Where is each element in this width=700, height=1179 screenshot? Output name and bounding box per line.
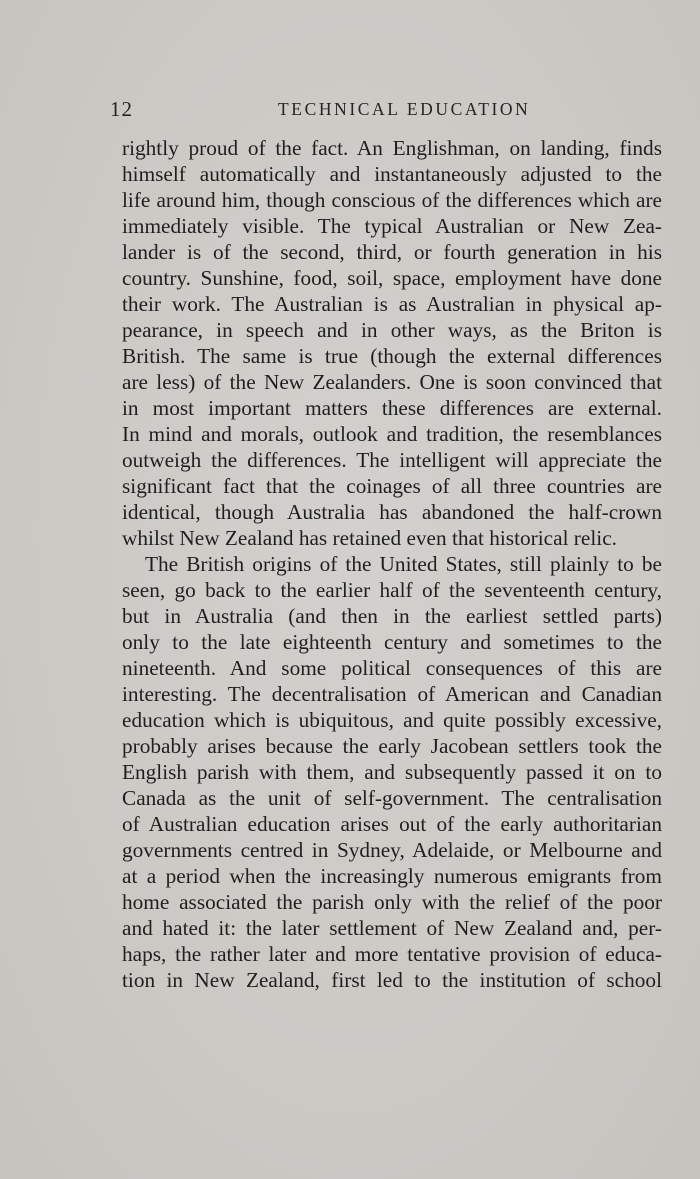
text-line: significant fact that the coinages of all three countries are bbox=[122, 474, 662, 498]
text-line: probably arises because the early Jacobean settlers took the bbox=[122, 734, 662, 758]
text-line: English parish with them, and subsequently passed it on to bbox=[122, 760, 662, 784]
text-line: outweigh the differences. The intelligent will appreciate the bbox=[122, 448, 662, 472]
text-line: rightly proud of the fact. An Englishman, on landing, finds bbox=[122, 136, 662, 160]
text-line: himself automatically and instantaneously adjusted to the bbox=[122, 162, 662, 186]
text-line: but in Australia (and then in the earliest settled parts) bbox=[122, 604, 662, 628]
text-line: In mind and morals, outlook and tradition, the resemblances bbox=[122, 422, 662, 446]
text-line: of Australian education arises out of the early authoritarian bbox=[122, 812, 662, 836]
text-line: governments centred in Sydney, Adelaide, or Melbourne and bbox=[122, 838, 662, 862]
text-line: identical, though Australia has abandoned the half-crown bbox=[122, 500, 662, 524]
text-line: lander is of the second, third, or fourth generation in his bbox=[122, 240, 662, 264]
text-line: their work. The Australian is as Australian in physical ap- bbox=[122, 292, 662, 316]
running-head: TECHNICAL EDUCATION bbox=[278, 99, 531, 119]
text-line: tion in New Zealand, first led to the institution of school bbox=[122, 968, 662, 992]
text-line: nineteenth. And some political consequences of this are bbox=[122, 656, 662, 680]
text-line: life around him, though conscious of the differences which are bbox=[122, 188, 662, 212]
text-line: whilst New Zealand has retained even that historical relic. bbox=[122, 526, 617, 550]
text-line: The British origins of the United States, still plainly to be bbox=[145, 552, 662, 576]
text-line: immediately visible. The typical Australian or New Zea- bbox=[122, 214, 662, 238]
text-line: home associated the parish only with the relief of the poor bbox=[122, 890, 662, 914]
text-line: education which is ubiquitous, and quite possibly excessive, bbox=[122, 708, 662, 732]
text-line: seen, go back to the earlier half of the seventeenth century, bbox=[122, 578, 662, 602]
body-text bbox=[122, 135, 662, 993]
text-line: interesting. The decentralisation of American and Canadian bbox=[122, 682, 662, 706]
paragraph-1 bbox=[122, 135, 662, 551]
page-header bbox=[0, 97, 700, 123]
text-line: Canada as the unit of self-government. The centralisation bbox=[122, 786, 662, 810]
paragraph-2 bbox=[122, 551, 662, 993]
text-line: only to the late eighteenth century and sometimes to the bbox=[122, 630, 662, 654]
text-line: and hated it: the later settlement of New Zealand and, per- bbox=[122, 916, 662, 940]
text-line: British. The same is true (though the external differences bbox=[122, 344, 662, 368]
text-line: at a period when the increasingly numerous emigrants from bbox=[122, 864, 662, 888]
text-line: country. Sunshine, food, soil, space, employment have done bbox=[122, 266, 662, 290]
text-line: pearance, in speech and in other ways, as the Briton is bbox=[122, 318, 662, 342]
text-line: in most important matters these differences are external. bbox=[122, 396, 662, 420]
text-line: are less) of the New Zealanders. One is soon convinced that bbox=[122, 370, 662, 394]
page-number: 12 bbox=[110, 97, 133, 121]
text-line: haps, the rather later and more tentative provision of educa- bbox=[122, 942, 662, 966]
